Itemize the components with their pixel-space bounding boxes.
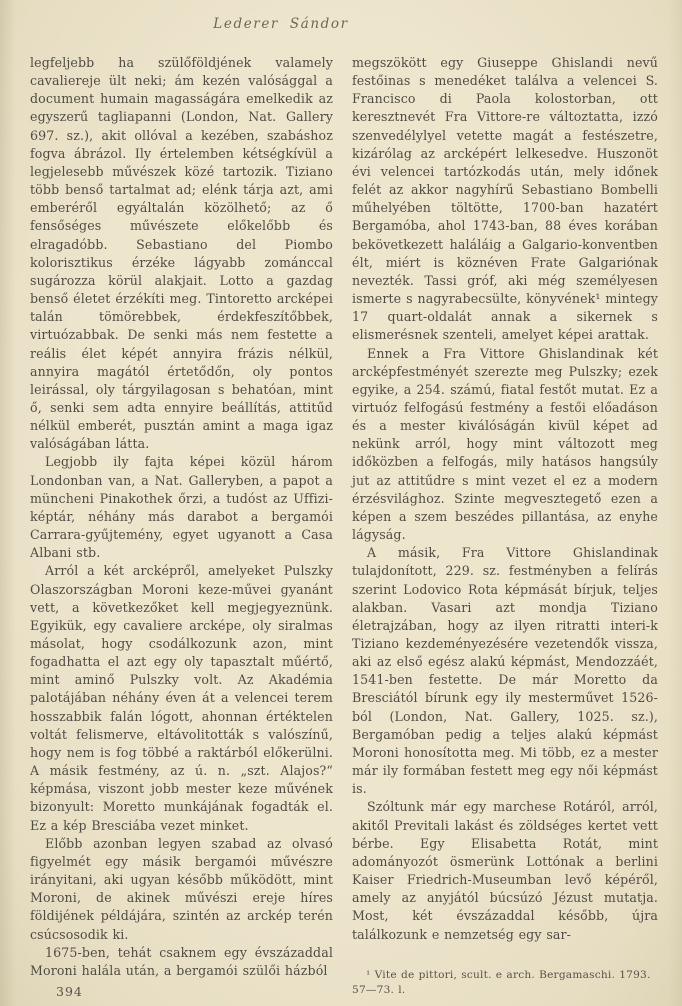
footnote: [352, 968, 658, 998]
paragraph: Szóltunk már egy marchese Rotáról, arról, akitől Previtali lakást és zöldséges kertet vett bérbe. Egy Elisabetta Rotát, mint adományozót ösmerünk Lottónak a berlini Kaiser Friedrich-Museumban levő képéről, amely az anyjától búcsúzó Jézust mutatja. Most, két évszázaddal később, újra találkozunk e nemzetség egy sar-: [352, 799, 658, 942]
paragraph: Legjobb ily fajta képei közül három Londonban van, a Nat. Galleryben, a papot a müncheni Pinakothek őrzi, a tudóst az Uffizi-képtár, néhány más darabot a bergamói Carrara-gyűjtemény, egyet ugyanott a Casa Albani stb.: [30, 454, 333, 561]
paragraph: Arról a két arcképről, amelyeket Pulszky Olaszországban Moroni keze-művei gyanánt vett, a következőket kell megjegyeznünk. Egyikük, egy cavaliere arcképe, oly siralmas másolat, hogy csodálkozunk azon, mint fogadhatta el azt egy oly tapasztalt műértő, mint aminő Pulszky volt. Az Akadémia palotájában néhány éven át a velencei terem hosszabbik falán lógott, ahonnan értéktelen voltát felismerve, eltávolitották s valószínű, hogy nem is fog többé a raktárból előkerülni. A másik festmény, az ú. n. „szt. Alajos?“ képmása, viszont jobb mester keze művének bizonyult: Moretto munkájának fogadták el. Ez a kép Bresciába vezet minket.: [30, 563, 333, 833]
paragraph: Ennek a Fra Vittore Ghislandinak két arcképfestményét szerezte meg Pulszky; ezek egyike, a 254. számú, fiatal festőt mutat. Ez a virtuóz felfogású festmény a festői előadáson és a mester kiválóságán kivül képet ad nekünk arról, hogy mint változott meg időközben a felfogás, mily hatásos hangsúly jut az attitűdre s mint vezet el ez a modern érzésvilághoz. Szinte megvesztegető ezen a képen a szem beszédes pillantása, az enyhe lágyság.: [352, 345, 658, 543]
paragraph: legfeljebb ha szülőföldjének valamely cavaliereje ült neki; ám kezén valósággal a document humain magasságára emelkedik az egyszerű tagliapanni (London, Nat. Gallery 697. sz.), akit ollóval a kezében, szabáshoz fogva ábrázol. Ily értelemben kétségkívül a legjelesebb művészek közé tartozik. Tiziano több benső tartalmat ad; elénk tárja azt, ami emberéről egyáltalán közölhető; az ő fensőséges művészete előkelőbb és elragadóbb. Sebastiano del Piombo kolorisztikus érzéke lágyabb zománccal sugározza körül alakjait. Lotto a gazdag benső életet érzékíti meg. Tintoretto arcképei talán tömörebbek, érdekfeszítőbbek, virtuózabbak. De senki más nem festette a reális élet képét annyira frázis nélkül, annyira magától értetődőn, oly pontos leirással, oly tárgyilagosan s behatóan, mint ő, senki sem adta ennyire beállítás, attitűd nélkül emberét, pusztán amint a maga igaz valóságában látta.: [30, 55, 333, 452]
right-column: [352, 54, 658, 998]
left-column: [30, 54, 333, 1001]
paragraph: megszökött egy Giuseppe Ghislandi nevű festőinas s menedéket találva a velencei S. Francisco di Paola kolostorban, ott keresztnevét Fra Vittore-re változtatta, izzó szenvedélylyel vetette magát a festészetre, kizárólag az arcképért lelkesedve. Huszonöt évi velencei tartózkodás után, mely időnek felét az akkor nagyhírű Sebastiano Bombelli műhelyében töltötte, 1700-ban hazatért Bergamóba, ahol 1743-ban, 88 éves korában bekövetkezett haláláig a Galgario-konventben élt, miért is köznéven Frate Galgariónak nevezték. Tassi gróf, aki még személyesen ismerte s nagyrabecsülte, könyvének¹ mintegy 17 quart-oldalát annak a sikernek s elismerésnek szenteli, amelyet képei arattak.: [352, 55, 658, 343]
paragraph: Előbb azonban legyen szabad az olvasó figyelmét egy másik bergamói művészre irányitani, aki ugyan később működött, mint Moroni, de akinek művészi ereje híres földijének példájára, szintén az arckép terén csúcsosodik ki.: [30, 835, 333, 942]
running-header: Lederer Sándor: [213, 16, 349, 32]
paragraph: A másik, Fra Vittore Ghislandinak tulajdonított, 229. sz. festményben a felírás szerint Lodovico Rota képmását bírjuk, teljes alakban. Vasari azt mondja Tiziano életrajzában, hogy az ilyen ritratti interi-k Tiziano kezdeményezésére vezetendők vissza, aki az első egész alakú képmást, Mendozzáét, 1541-ben festette. De már Moretto da Bresciától bírunk egy ily mesterművet 1526-ból (London, Nat. Gallery, 1025. sz.), Bergamóban pedig a teljes alakú képmást Moroni honosította meg. Mi több, ez a mester már ily formában festett meg egy női képmást is.: [352, 545, 658, 797]
footnote-text: ¹ Vite de pittori, scult. e arch. Bergamaschi. 1793. 57—73. l.: [352, 968, 651, 996]
paragraph: 1675-ben, tehát csaknem egy évszázaddal Moroni halála után, a bergamói szülői házból: [30, 944, 333, 978]
page-number: 394: [56, 983, 83, 999]
